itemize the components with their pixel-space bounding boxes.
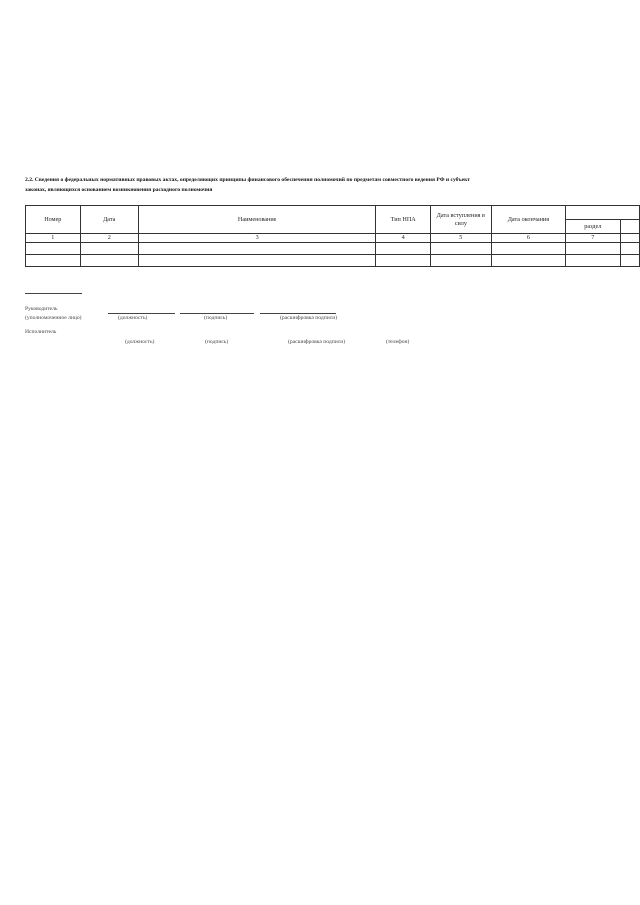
table-cell — [491, 255, 565, 267]
table-cell — [26, 243, 81, 255]
table-row — [26, 255, 640, 267]
section-heading-line-1: 2.2. Сведения о федеральных нормативных правовых актах, определяющих принципы финансового обеспечения полномочий по предметам совместного ведения РФ и субъект — [25, 177, 471, 183]
table-cell — [138, 243, 376, 255]
table-cell — [491, 243, 565, 255]
executor-caption-phone: (телефон) — [386, 339, 410, 345]
colnum-4: 4 — [376, 234, 430, 243]
head-caption-decoding: (расшифровка подписи) — [280, 315, 338, 321]
table-cell — [26, 255, 81, 267]
header-name: Наименование — [138, 206, 376, 234]
head-decoding-line — [260, 313, 336, 314]
header-date: Дата — [80, 206, 138, 234]
table-cell — [566, 255, 621, 267]
header-group — [566, 206, 640, 220]
table-row — [26, 243, 640, 255]
head-position-line — [108, 313, 175, 314]
head-caption-position: (должность) — [118, 315, 148, 321]
executor-caption-position: (должность) — [125, 339, 155, 345]
table-cell — [376, 255, 430, 267]
header-end-date: Дата окончания — [491, 206, 565, 234]
colnum-5: 5 — [430, 234, 491, 243]
header-entry-date: Дата вступления в силу — [430, 206, 491, 234]
header-section: раздел — [566, 220, 621, 234]
head-label: Руководитель — [25, 306, 58, 312]
header-npa-type: Тип НПА — [376, 206, 430, 234]
colnum-7: 7 — [566, 234, 621, 243]
head-signature-line — [180, 313, 254, 314]
colnum-6: 6 — [491, 234, 565, 243]
table-cell — [138, 255, 376, 267]
executor-label: Исполнитель — [25, 329, 57, 335]
header-number: Номер — [26, 206, 81, 234]
table-cell — [80, 255, 138, 267]
npa-table — [25, 205, 640, 267]
header-subsection — [620, 220, 639, 234]
table-cell — [80, 243, 138, 255]
colnum-1: 1 — [26, 234, 81, 243]
table-cell — [620, 255, 639, 267]
table-cell — [430, 243, 491, 255]
colnum-3: 3 — [138, 234, 376, 243]
table-header-row — [26, 206, 640, 220]
colnum-8 — [620, 234, 639, 243]
executor-caption-decoding: (расшифровка подписи) — [288, 339, 346, 345]
table-cell — [566, 243, 621, 255]
table-cell — [620, 243, 639, 255]
section-heading — [25, 175, 640, 195]
executor-caption-signature: (подпись) — [205, 339, 229, 345]
colnum-2: 2 — [80, 234, 138, 243]
table-cell — [430, 255, 491, 267]
table-colnum-row — [26, 234, 640, 243]
section-heading-line-2: законах, являющихся основанием возникновения расходного полномочия — [25, 187, 213, 193]
head-caption-signature: (подпись) — [204, 315, 228, 321]
footnote-separator — [25, 293, 82, 294]
table-cell — [376, 243, 430, 255]
head-sub-label: (уполномоченное лицо) — [25, 315, 82, 321]
